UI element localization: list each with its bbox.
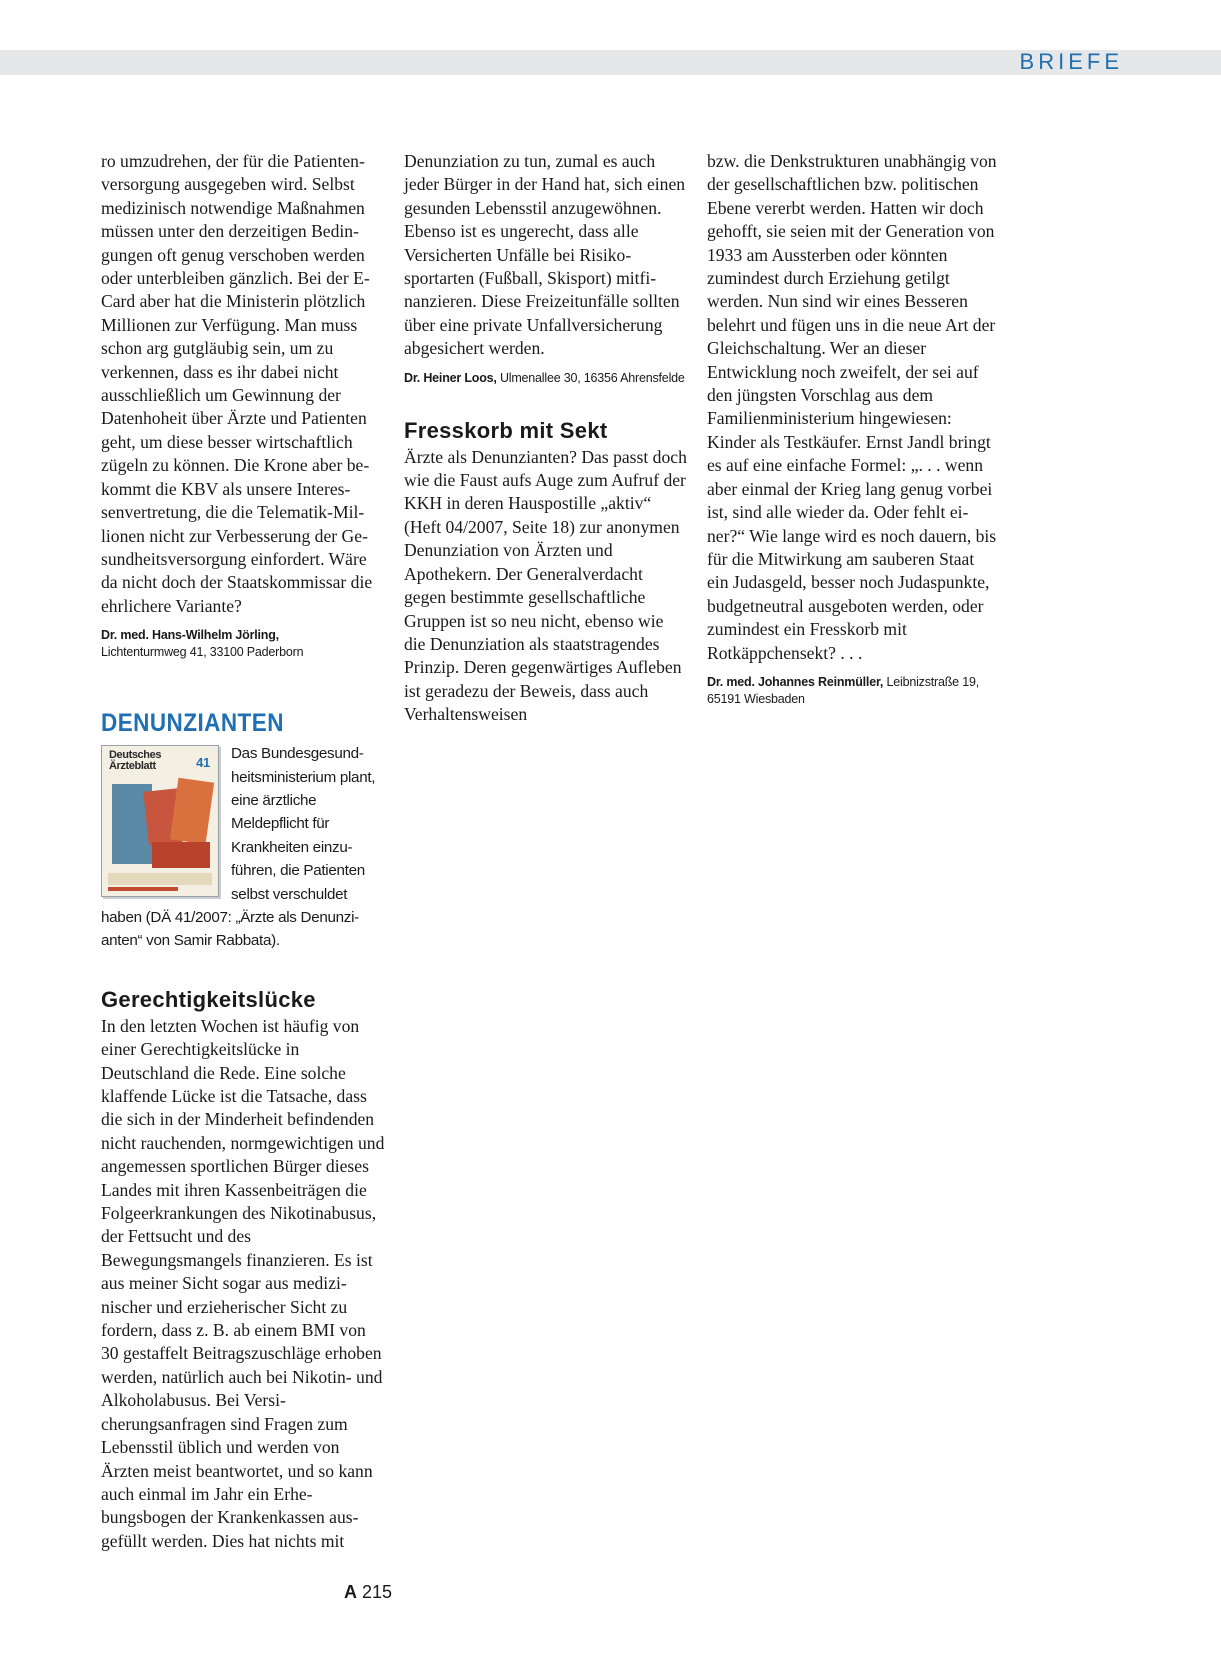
topic-intro-text: Das Bundesgesundheitsministerium plant, eine ärztliche Meldepflicht für Krankheiten einzuführen, die Patienten selbst verschuldet haben (DÄ 41/2007: „Ärzte als Denunzianten“ von Samir Rabbata). [101,745,376,950]
letter-text: Ärzte als Denunzianten? Das passt doch wie die Faust aufs Auge zum Aufruf der KKH in deren Hauspostille „aktiv“ (Heft 04/2007, Seite 18) zur anonymen Denunziation von Ärzten und Apothekern. Der Generalverdacht gegen bestimmte gesellschaftliche Gruppen ist so neu nicht, ebenso wie die Denunziation als staatstragendes Prinzip. Deren gegenwärtiges Aufleben ist geradezu der Beweis, dass auch Verhaltensweisen [404,446,687,725]
section-label: BRIEFE [1019,49,1123,74]
letter-continued-text: ro umzudrehen, der für die Patientenversorgung ausgegeben wird. Selbst medizinisch notwendige Maßnahmen müssen unter den derzeitigen Bedingungen oft genug verschoben werden oder unterbleiben gänzlich. Bei der E-Card aber hat die Ministerin plötzlich Millionen zur Verfügung. Man muss schon arg gutgläubig sein, um zu verkennen, dass es ihr dabei nicht ausschließlich um Gewinnung der Datenhoheit über Ärzte und Patienten geht, um diese besser wirtschaftlich zügeln zu können. Die Krone aber bekommt die KBV als unsere Interessenvertretung, die die Telematik-Millionen nicht zur Verbesserung der Gesundheitsversorgung einfordert. Wäre da nicht doch der Staatskommissar die ehrlichere Variante? [101,151,373,616]
letter-heading-gerechtigkeitsluecke: Gerechtigkeitslücke [101,986,316,1012]
page-number [344,1582,392,1603]
signature-name: Dr. med. Hans-Wilhelm Jörling, [101,628,279,643]
cover-issue-number: 41 [196,755,210,771]
column-3 [707,150,997,708]
signature-address: Ulmenallee 30, 16356 Ahrensfelde [499,370,685,385]
cover-art [152,842,210,868]
signature-name: Dr. Heiner Loos, [404,370,497,385]
letter-heading-fresskorb: Fresskorb mit Sekt [404,417,608,443]
signature-loos [404,370,689,387]
column-2 [404,150,689,727]
signature-address: Leibnizstraße 19, 65191 Wiesbaden [707,674,979,706]
letter-continued-text: Denunziation zu tun, zumal es auch jeder Bürger in der Hand hat, sich einen gesunden Lebensstil anzugewöhnen. Ebenso ist es ungerecht, dass alle Versicherten Unfälle bei Risikosportarten (Fußball, Skisport) mitfinanzieren. Diese Freizeitunfälle sollten über eine private Unfallversicherung abgesichert werden. [404,151,686,359]
cover-strip [108,887,178,891]
letter-text: In den letzten Wochen ist häufig von einer Gerechtigkeitslücke in Deutschland die Rede. Eine solche klaffende Lücke ist die Tatsache, dass die sich in der Minderheit befindenden nicht rauchenden, normgewichtigen und angemessen sportlichen Bürger dieses Landes mit ihren Kassenbeiträgen die Folgeerkrankungen des Nikotinabusus, der Fettsucht und des Bewegungsmangels finanzieren. Es ist aus meiner Sicht sogar aus medizinischer und erzieherischer Sicht zu fordern, dass z. B. ab einem BMI von 30 gestaffelt Beitragszuschläge erhoben werden, natürlich auch bei Nikotin- und Alkoholabusus. Bei Versicherungsanfragen sind Fragen zum Lebensstil üblich und werden von Ärzten meist beantwortet, und so kann auch einmal im Jahr ein Erhebungsbogen der Krankenkassen ausgefüllt werden. Dies hat nichts mit [101,1015,385,1551]
topic-heading: DENUNZIANTEN [101,709,284,738]
cover-art [170,778,214,844]
letter-continued-text: bzw. die Denkstrukturen unabhängig von der gesellschaftlichen bzw. politischen Ebene vererbt werden. Hatten wir doch gehofft, sie seien mit der Generation von 1933 am Aussterben oder könnten zumindest durch Erziehung getilgt werden. Nun sind wir eines Besseren belehrt und fügen uns in die neue Art der Gleichschaltung. Wer an dieser Entwicklung noch zweifelt, der sei auf den jüngsten Vorschlag aus dem Familienministerium hingewiesen: Kinder als Testkäufer. Ernst Jandl bringt es auf eine einfache Formel: „. . . wenn aber einmal der Krieg lang genug vorbei ist, sind alle wieder da. Oder fehlt einer?“ Wie lange wird es noch dauern, bis für die Mitwirkung am sauberen Staat ein Judasgeld, besser noch Judaspunkte, budgetneutral ausgeboten werden, oder zumindest ein Fresskorb mit Rotkäppchensekt? . . . [707,151,997,663]
topic-intro [101,742,386,953]
page-value: 215 [362,1582,393,1602]
page-prefix: A [344,1582,357,1602]
cover-strip [108,873,212,885]
column-1 [101,150,386,1553]
signature-name: Dr. med. Johannes Reinmüller, [707,674,884,689]
magazine-cover-image [101,745,219,897]
signature-reinmueller [707,674,997,708]
cover-title: Deutsches Ärzteblatt [109,749,162,773]
signature-address: Lichtenturmweg 41, 33100 Paderborn [101,645,304,660]
signature-joerling [101,627,386,661]
